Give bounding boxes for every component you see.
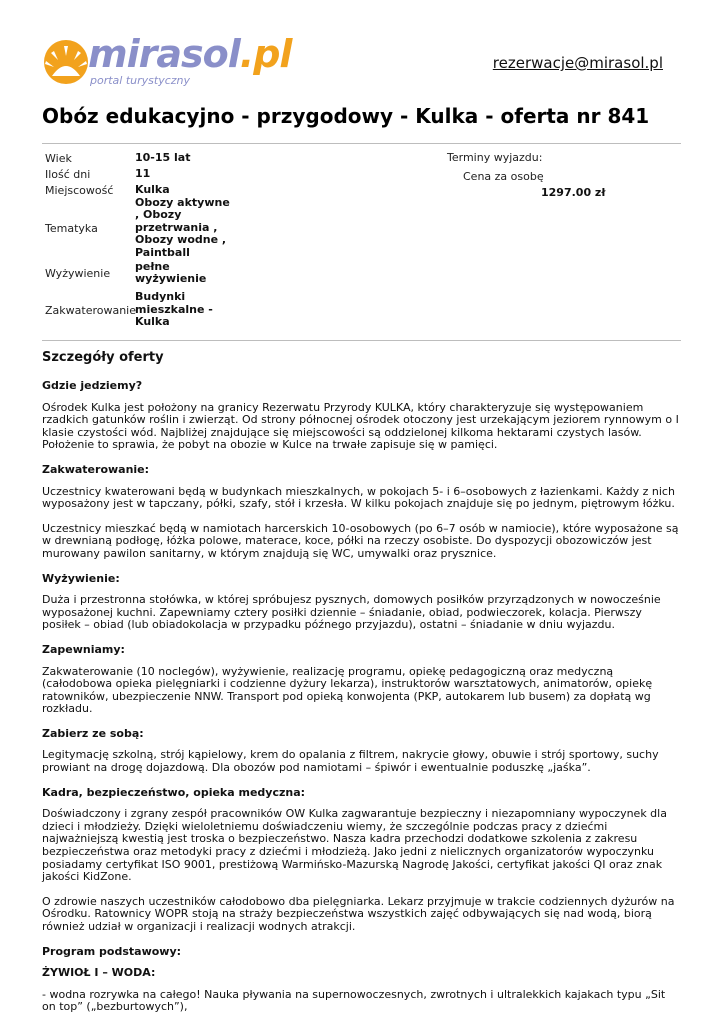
section-paragraph: O zdrowie naszych uczestników całodobowo dba pielęgniarka. Lekarz przyjmuje w trakcie codziennych dyżurów na Ośrodku. Ratownicy WOPR stoją na straży bezpieczeństwa wszystkich zajęć odbywających się nad wodą, biorą również udział w organizacji i realizacji wodnych atrakcji. (42, 894, 675, 933)
info-row-meals (45, 258, 235, 288)
section-paragraph: Uczestnicy mieszkać będą w namiotach harcerskich 10-osobowych (po 6–7 osób w namiocie), które wyposażone są w drewnianą podłogę, łóżka polowe, materace, koce, półki na rzeczy osobiste. Do dyspozycji obozowiczów jest murowany pawilon sanitarny, w którym znajdują się WC, umywalki oraz prysznice. (42, 521, 679, 560)
sun-icon (40, 36, 92, 88)
info-value: Obozy aktywne , Obozy przetrwania , Obozy wodne , Paintball (135, 195, 230, 259)
section-title: Zakwaterowanie: (42, 462, 150, 476)
offer-details (42, 350, 682, 1026)
info-value: pełne wyżywienie (135, 259, 207, 285)
logo-main: mirasol (88, 32, 240, 76)
page-title: Obóz edukacyjno - przygodowy - Kulka - oferta nr 841 (42, 104, 650, 128)
section-title: Program podstawowy: (42, 944, 182, 958)
section-paragraph: Zakwaterowanie (10 noclegów), wyżywienie, realizację programu, opiekę pedagogiczną oraz medyczną (całodobowa opieka pielęgniarki i codzienne dyżury lekarza), instruktorów warsztatowych, animatorów, opiekę ratowników, ubezpieczenie NNW. Transport pod opieką konwojenta (PKP, autokarem lub busem) za dopłatą wg rozkładu. (42, 664, 653, 716)
logo-tld: .pl (239, 32, 292, 76)
section-title: Zapewniamy: (42, 642, 125, 656)
section-title: Kadra, bezpieczeństwo, opieka medyczna: (42, 785, 306, 799)
section-title: Zabierz ze sobą: (42, 726, 144, 740)
email-link[interactable]: rezerwacje@mirasol.pl (492, 54, 663, 72)
info-value: 10-15 lat (135, 150, 191, 164)
info-value: Kulka (135, 182, 170, 196)
info-value: Budynki mieszkalne - Kulka (135, 290, 213, 329)
section-paragraph: - wodna rozrywka na całego! Nauka pływania na supernowoczesnych, zwrotnych i ultralekkich kajakach typu „Sit on top” („bezburtowych”), (42, 987, 666, 1014)
section-title: Wyżywienie: (42, 571, 120, 585)
logo-tagline: portal turystyczny (90, 74, 191, 87)
info-label: Wyżywienie (45, 266, 111, 280)
price-value: 1297.00 zł (541, 186, 606, 199)
info-row-theme (45, 195, 235, 259)
divider-middle (42, 340, 681, 341)
info-value: 11 (135, 166, 151, 180)
price-label: Cena za osobę (463, 170, 544, 183)
offer-info-table (45, 150, 235, 332)
section-paragraph: Doświadczony i zgrany zespół pracowników OW Kulka zagwarantuje bezpieczny i niezapomniany wypoczynek dla dzieci i młodzieży. Dzięki wieloletniemu doświadczeniu wiemy, że szczególnie podczas pracy z dziećmi najważniejszą kwestią jest troska o bezpieczeństwo. Nasza kadra przechodzi dodatkowe szkolenia z zakresu bezpieczeństwa oraz metodyki pracy z dziećmi i młodzieżą. Jako jedni z nielicznych organizatorów wypoczynku posiadamy certyfikat ISO 9001, prestiżową Warmińsko-Mazurską Nagrodę Jakości, certyfikat jakości QI oraz znak jakości KidZone. (42, 807, 667, 884)
info-label: Zakwaterowanie (45, 303, 137, 317)
mirasol-logo[interactable] (40, 32, 292, 92)
section-paragraph: Legitymację szkolną, strój kąpielowy, krem do opalania z filtrem, nakrycie głowy, obuwie i strój sportowy, suchy prowiant na drogę dojazdową. Dla obozów pod namiotami – śpiwór i ewentualnie poduszkę „jaśka”. (42, 748, 659, 775)
logo-wordmark (88, 32, 291, 76)
terms-label: Terminy wyjazdu: (447, 151, 543, 164)
section-paragraph: Duża i przestronna stołówka, w której spróbujesz pysznych, domowych posiłków przyrządzonych w nowocześnie wyposażonej kuchni. Zapewniamy cztery posiłki dziennie – śniadanie, obiad, podwieczorek, kolacja. Pierwszy posiłek – obiad (lub obiadokolacja w przypadku późnego przyjazdu), ostatni – śniadanie w dniu wyjazdu. (42, 593, 661, 632)
details-heading: Szczegóły oferty (42, 350, 164, 365)
info-label: Wiek (45, 151, 72, 165)
section-paragraph: Ośrodek Kulka jest położony na granicy Rezerwatu Przyrody KULKA, który charakteryzuje się występowaniem rzadkich gatunków roślin i zwierząt. Od strony północnej ośrodek otoczony jest urzekającym jeziorem rynnowym o I klasie czystości wód. Najbliżej znajdujące się miejscowości są oddzielonej kilkoma hektarami czystych lasów. Położenie to sprawia, że pobyt na obozie w Kulce na trwałe zapisuje się w pamięci. (42, 400, 679, 452)
info-label: Miejscowość (45, 183, 114, 197)
info-row-accommodation (45, 288, 235, 332)
info-row-age (45, 150, 235, 166)
section-paragraph: Uczestnicy kwaterowani będą w budynkach mieszkalnych, w pokojach 5- i 6–osobowych z łazienkami. Każdy z nich wyposażony jest w tapczany, półki, szafy, stół i krzesła. W kilku pokojach znajduje się po jednym, piętrowym łóżku. (42, 484, 675, 511)
info-row-days (45, 166, 235, 182)
section-title: Gdzie jedziemy? (42, 379, 143, 392)
info-label: Ilość dni (45, 167, 91, 181)
divider-top (42, 143, 681, 144)
section-title: ŻYWIOŁ I – WODA: (42, 966, 156, 980)
info-label: Tematyka (45, 221, 98, 235)
